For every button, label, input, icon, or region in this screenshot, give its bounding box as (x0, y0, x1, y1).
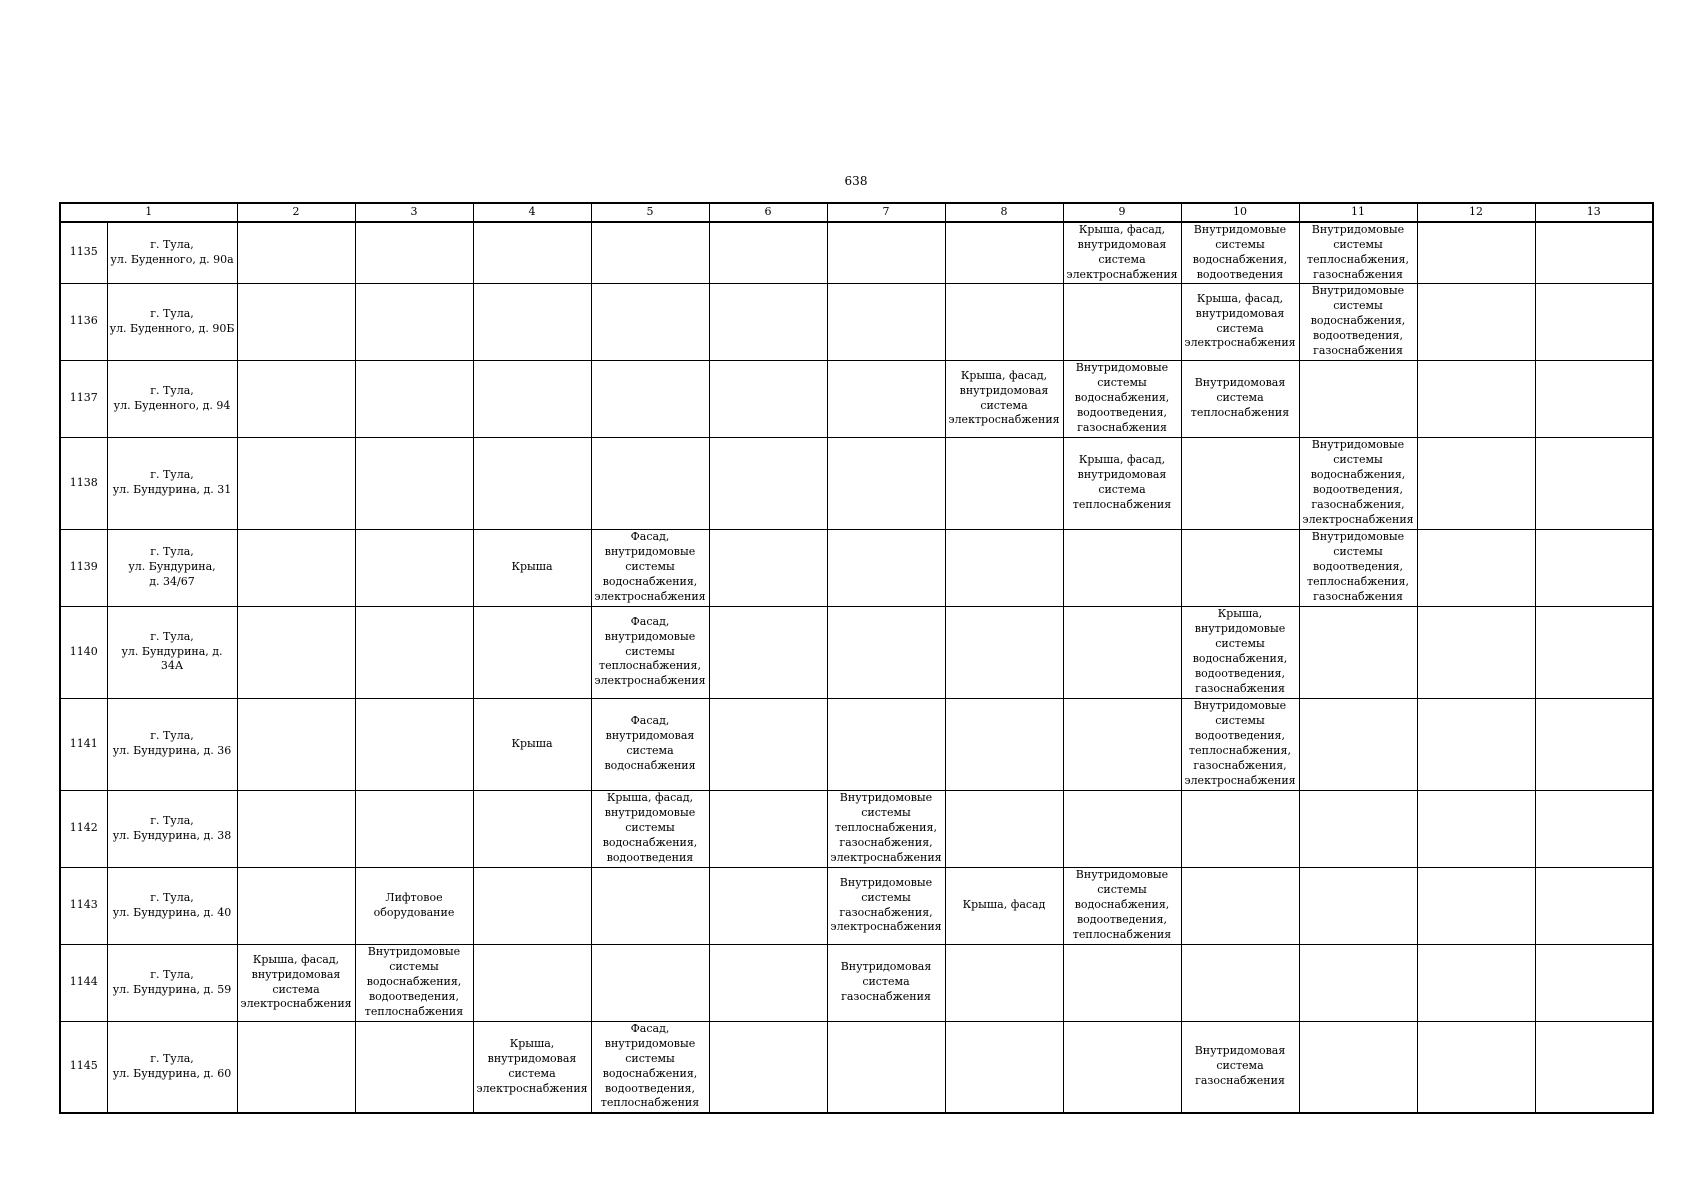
work-cell (1063, 1021, 1181, 1113)
work-cell (1063, 606, 1181, 698)
work-cell (473, 360, 591, 437)
row-number: 1142 (60, 790, 107, 867)
work-cell (237, 698, 355, 790)
table-row (60, 698, 1653, 790)
row-number: 1140 (60, 606, 107, 698)
work-cell (945, 944, 1063, 1021)
column-header: 2 (237, 203, 355, 222)
work-cell: Внутридомовая система теплоснабжения (1181, 360, 1299, 437)
work-cell (1535, 1021, 1653, 1113)
address-cell: г. Тула, ул. Бундурина, д. 34/67 (107, 529, 237, 606)
work-cell (473, 944, 591, 1021)
work-cell (237, 360, 355, 437)
work-cell (355, 606, 473, 698)
work-cell (945, 437, 1063, 529)
work-cell (1417, 283, 1535, 360)
address-cell: г. Тула, ул. Буденного, д. 90Б (107, 283, 237, 360)
work-cell (1535, 698, 1653, 790)
work-cell: Крыша, фасад, внутридомовая система электроснабжения (1063, 222, 1181, 283)
column-header: 10 (1181, 203, 1299, 222)
table-row (60, 867, 1653, 944)
work-cell (237, 283, 355, 360)
work-cell (1417, 360, 1535, 437)
work-cell: Крыша, внутридомовые системы водоснабжения, водоотведения, газоснабжения (1181, 606, 1299, 698)
address-cell: г. Тула, ул. Бундурина, д. 40 (107, 867, 237, 944)
work-cell (473, 437, 591, 529)
work-cell (237, 1021, 355, 1113)
work-cell (827, 1021, 945, 1113)
table-row (60, 790, 1653, 867)
work-cell (473, 222, 591, 283)
work-cell (591, 944, 709, 1021)
work-cell (355, 437, 473, 529)
work-cell (237, 529, 355, 606)
work-cell (591, 360, 709, 437)
row-number: 1138 (60, 437, 107, 529)
table-row (60, 606, 1653, 698)
work-cell (709, 944, 827, 1021)
address-cell: г. Тула, ул. Бундурина, д. 59 (107, 944, 237, 1021)
work-cell (709, 222, 827, 283)
work-cell: Внутридомовые системы теплоснабжения, газоснабжения, электроснабжения (827, 790, 945, 867)
work-cell (1535, 222, 1653, 283)
work-cell (827, 698, 945, 790)
row-number: 1145 (60, 1021, 107, 1113)
work-cell (709, 790, 827, 867)
work-cell: Внутридомовые системы теплоснабжения, газоснабжения (1299, 222, 1417, 283)
work-cell (827, 529, 945, 606)
work-cell (355, 698, 473, 790)
address-cell: г. Тула, ул. Бундурина, д. 38 (107, 790, 237, 867)
work-cell (1417, 606, 1535, 698)
work-cell (827, 283, 945, 360)
column-header: 7 (827, 203, 945, 222)
work-cell (945, 606, 1063, 698)
work-cell (1299, 698, 1417, 790)
work-cell (945, 790, 1063, 867)
work-cell (591, 867, 709, 944)
work-cell (1417, 529, 1535, 606)
table-row (60, 222, 1653, 283)
column-header: 11 (1299, 203, 1417, 222)
address-cell: г. Тула, ул. Бундурина, д. 34А (107, 606, 237, 698)
work-cell (591, 437, 709, 529)
work-cell: Крыша, фасад, внутридомовая система электроснабжения (945, 360, 1063, 437)
work-cell (1063, 944, 1181, 1021)
table-row (60, 944, 1653, 1021)
work-cell: Внутридомовые системы водоснабжения, водоотведения, теплоснабжения (355, 944, 473, 1021)
work-cell (355, 529, 473, 606)
work-cell: Фасад, внутридомовые системы теплоснабжения, электроснабжения (591, 606, 709, 698)
work-cell (709, 437, 827, 529)
work-cell (1299, 606, 1417, 698)
work-cell (473, 283, 591, 360)
work-cell (1181, 437, 1299, 529)
table-row (60, 360, 1653, 437)
address-cell: г. Тула, ул. Буденного, д. 94 (107, 360, 237, 437)
work-cell (355, 1021, 473, 1113)
work-cell: Крыша, фасад, внутридомовые системы водоснабжения, водоотведения (591, 790, 709, 867)
work-cell (1417, 437, 1535, 529)
column-header: 5 (591, 203, 709, 222)
work-cell (1535, 944, 1653, 1021)
work-cell: Крыша (473, 698, 591, 790)
work-cell (1063, 529, 1181, 606)
work-cell (1535, 790, 1653, 867)
work-cell (591, 283, 709, 360)
address-cell: г. Тула, ул. Бундурина, д. 36 (107, 698, 237, 790)
work-cell (355, 222, 473, 283)
column-header: 6 (709, 203, 827, 222)
work-cell (945, 698, 1063, 790)
work-cell (1063, 283, 1181, 360)
work-cell (1535, 867, 1653, 944)
page-number: 638 (844, 174, 868, 188)
work-cell (945, 529, 1063, 606)
work-cell (827, 606, 945, 698)
work-cell (1299, 867, 1417, 944)
row-number: 1135 (60, 222, 107, 283)
work-cell (827, 437, 945, 529)
work-cell: Крыша (473, 529, 591, 606)
work-cell (1181, 867, 1299, 944)
work-cell (709, 529, 827, 606)
work-cell (945, 1021, 1063, 1113)
work-cell (1535, 360, 1653, 437)
work-cell: Внутридомовые системы водоотведения, теплоснабжения, газоснабжения, электроснабжения (1181, 698, 1299, 790)
work-cell (827, 360, 945, 437)
work-cell (709, 698, 827, 790)
work-cell (1063, 790, 1181, 867)
work-cell (1181, 529, 1299, 606)
work-cell (591, 222, 709, 283)
work-cell: Внутридомовые системы водоснабжения, водоотведения, газоснабжения, электроснабжения (1299, 437, 1417, 529)
work-cell (473, 867, 591, 944)
work-cell (1417, 867, 1535, 944)
work-cell: Внутридомовые системы газоснабжения, электроснабжения (827, 867, 945, 944)
column-header: 9 (1063, 203, 1181, 222)
work-cell (945, 222, 1063, 283)
work-cell: Внутридомовые системы водоотведения, теплоснабжения, газоснабжения (1299, 529, 1417, 606)
header-row (60, 203, 1653, 222)
table-row (60, 1021, 1653, 1113)
work-cell: Внутридомовая система газоснабжения (827, 944, 945, 1021)
work-cell (1181, 790, 1299, 867)
table-row (60, 283, 1653, 360)
work-cell (237, 437, 355, 529)
work-cell: Фасад, внутридомовые системы водоснабжения, электроснабжения (591, 529, 709, 606)
work-cell: Внутридомовые системы водоснабжения, водоотведения (1181, 222, 1299, 283)
work-cell (1181, 944, 1299, 1021)
work-cell (355, 360, 473, 437)
work-cell (945, 283, 1063, 360)
work-cell: Фасад, внутридомовые системы водоснабжения, водоотведения, теплоснабжения (591, 1021, 709, 1113)
work-cell (709, 1021, 827, 1113)
repair-schedule-table (59, 202, 1654, 1114)
work-cell: Крыша, фасад, внутридомовая система теплоснабжения (1063, 437, 1181, 529)
work-cell (1535, 283, 1653, 360)
work-cell: Внутридомовые системы водоснабжения, водоотведения, газоснабжения (1299, 283, 1417, 360)
row-number: 1141 (60, 698, 107, 790)
work-cell: Внутридомовые системы водоснабжения, водоотведения, теплоснабжения (1063, 867, 1181, 944)
work-cell (709, 283, 827, 360)
work-cell (1535, 437, 1653, 529)
row-number: 1143 (60, 867, 107, 944)
column-header: 3 (355, 203, 473, 222)
table-row (60, 529, 1653, 606)
work-cell (709, 360, 827, 437)
work-cell (1063, 698, 1181, 790)
work-cell (1299, 360, 1417, 437)
work-cell: Лифтовое оборудование (355, 867, 473, 944)
row-number: 1136 (60, 283, 107, 360)
column-header: 8 (945, 203, 1063, 222)
work-cell (709, 867, 827, 944)
work-cell (709, 606, 827, 698)
work-cell (237, 867, 355, 944)
column-header: 13 (1535, 203, 1653, 222)
work-cell (237, 606, 355, 698)
work-cell (355, 283, 473, 360)
work-cell (1417, 1021, 1535, 1113)
work-cell (827, 222, 945, 283)
work-cell: Внутридомовые системы водоснабжения, водоотведения, газоснабжения (1063, 360, 1181, 437)
address-cell: г. Тула, ул. Буденного, д. 90а (107, 222, 237, 283)
address-cell: г. Тула, ул. Бундурина, д. 31 (107, 437, 237, 529)
work-cell (1535, 606, 1653, 698)
work-cell (237, 222, 355, 283)
row-number: 1137 (60, 360, 107, 437)
table-row (60, 437, 1653, 529)
column-header: 1 (60, 203, 237, 222)
work-cell (1299, 790, 1417, 867)
work-cell (1299, 1021, 1417, 1113)
work-cell (1417, 222, 1535, 283)
work-cell (473, 606, 591, 698)
work-cell: Крыша, фасад (945, 867, 1063, 944)
work-cell: Крыша, фасад, внутридомовая система электроснабжения (237, 944, 355, 1021)
row-number: 1139 (60, 529, 107, 606)
column-header: 12 (1417, 203, 1535, 222)
address-cell: г. Тула, ул. Бундурина, д. 60 (107, 1021, 237, 1113)
work-cell (1417, 698, 1535, 790)
work-cell (1417, 944, 1535, 1021)
work-cell (473, 790, 591, 867)
row-number: 1144 (60, 944, 107, 1021)
work-cell (1535, 529, 1653, 606)
work-cell (1299, 944, 1417, 1021)
work-cell: Крыша, внутридомовая система электроснабжения (473, 1021, 591, 1113)
work-cell: Внутридомовая система газоснабжения (1181, 1021, 1299, 1113)
work-cell (237, 790, 355, 867)
work-cell (355, 790, 473, 867)
work-cell: Крыша, фасад, внутридомовая система электроснабжения (1181, 283, 1299, 360)
column-header: 4 (473, 203, 591, 222)
table-body (60, 222, 1653, 1113)
work-cell: Фасад, внутридомовая система водоснабжения (591, 698, 709, 790)
work-cell (1417, 790, 1535, 867)
